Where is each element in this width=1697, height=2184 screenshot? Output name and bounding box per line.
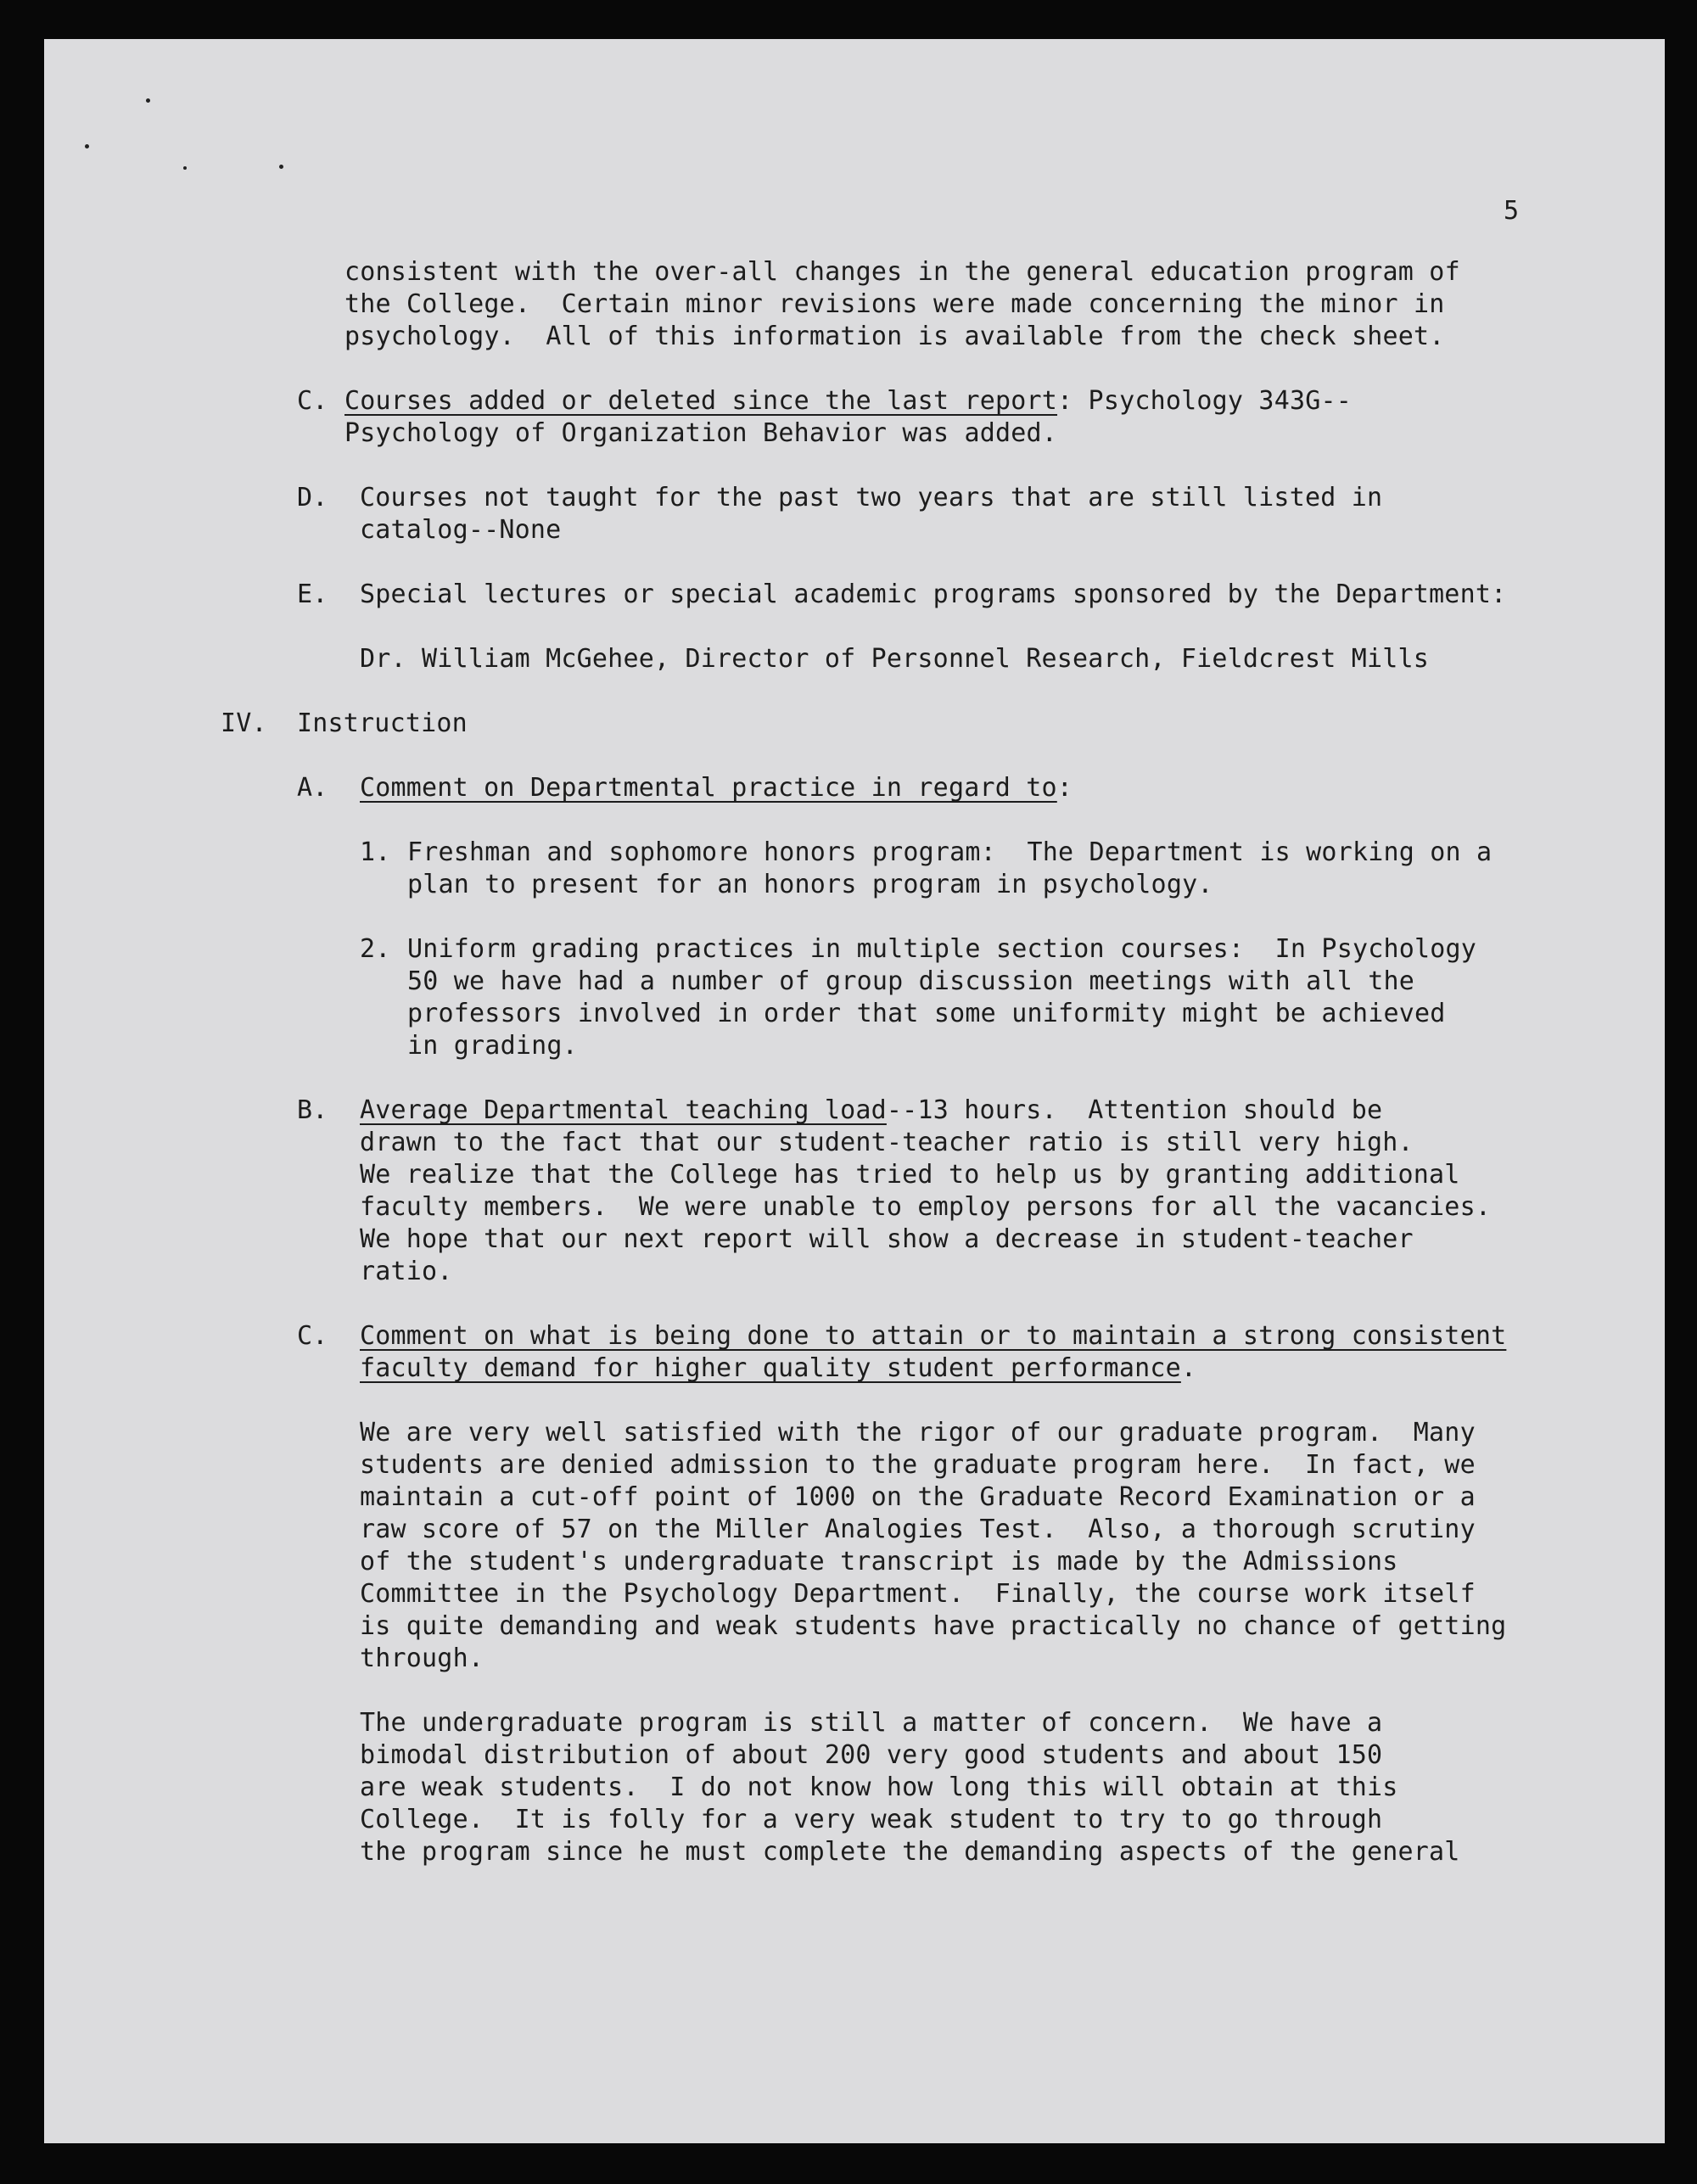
paragraph-line: We are very well satisfied with the rigor of our graduate program. Many (360, 1418, 1476, 1448)
subitem-line: professors involved in order that some uniformity might be achieved (407, 999, 1446, 1028)
intro-line: the College. Certain minor revisions were made concerning the minor in (344, 289, 1445, 319)
item-b-title: Average Departmental teaching load (360, 1095, 887, 1125)
paragraph-line: the program since he must complete the demanding aspects of the general (360, 1837, 1460, 1867)
item-e-line: Special lectures or special academic programs sponsored by the Department: (360, 580, 1507, 609)
subitem-line: 50 we have had a number of group discussion meetings with all the (407, 966, 1414, 996)
paragraph-line: are weak students. I do not know how long this will obtain at this (360, 1772, 1398, 1802)
paragraph-line: raw score of 57 on the Miller Analogies Test. Also, a thorough scrutiny (360, 1515, 1476, 1544)
item-e-marker: E. (297, 580, 328, 609)
intro-line: psychology. All of this information is available from the check sheet. (344, 322, 1445, 351)
item-iv-c-title-end: . (1180, 1353, 1197, 1383)
subitem-number: 2. (360, 934, 391, 964)
item-b-line (360, 1095, 1382, 1127)
paragraph-line: students are denied admission to the graduate program here. In fact, we (360, 1450, 1476, 1480)
item-b-line: ratio. (360, 1257, 453, 1286)
intro-line: consistent with the over-all changes in the general education program of (344, 257, 1460, 287)
item-c-line (344, 385, 1352, 417)
item-iv-c-title: Comment on what is being done to attain or to maintain a strong consistent (360, 1321, 1507, 1351)
item-b-line: We hope that our next report will show a decrease in student-teacher (360, 1224, 1414, 1254)
item-b-rest: --13 hours. Attention should be (886, 1095, 1383, 1125)
scan-speck (85, 144, 89, 148)
item-b-line: drawn to the fact that our student-teacher ratio is still very high. (360, 1128, 1414, 1157)
paragraph-line: is quite demanding and weak students have practically no chance of getting (360, 1611, 1507, 1641)
item-iv-c-marker: C. (297, 1321, 328, 1351)
section-iv-numeral: IV. (221, 708, 267, 738)
subitem-line: Freshman and sophomore honors program: The Department is working on a (407, 837, 1493, 867)
section-iv-heading: Instruction (297, 708, 468, 738)
item-d-line: catalog--None (360, 515, 562, 545)
item-c-line2: Psychology of Organization Behavior was added. (344, 418, 1058, 448)
item-a-colon: : (1056, 773, 1073, 803)
item-c-marker: C. (297, 386, 328, 416)
item-c-title: Courses added or deleted since the last report (344, 386, 1058, 416)
subitem-number: 1. (360, 837, 391, 867)
item-a-marker: A. (297, 773, 328, 803)
paragraph-line: The undergraduate program is still a matter of concern. We have a (360, 1708, 1383, 1738)
subitem-line: plan to present for an honors program in psychology. (407, 870, 1213, 899)
paragraph-line: through. (360, 1644, 484, 1673)
item-iv-c-title-cont: faculty demand for higher quality student performance (360, 1353, 1181, 1383)
page-number: 5 (1504, 196, 1520, 226)
scan-speck (146, 98, 150, 103)
paragraph-line: bimodal distribution of about 200 very good students and about 150 (360, 1740, 1383, 1770)
item-a-title: Comment on Departmental practice in regard to (360, 773, 1057, 803)
subitem-line: Uniform grading practices in multiple section courses: In Psychology (407, 934, 1477, 964)
item-iv-c-title-line2 (360, 1352, 1196, 1385)
item-c-rest: : Psychology 343G-- (1057, 386, 1353, 416)
item-d-marker: D. (297, 483, 328, 512)
subitem-line: in grading. (407, 1031, 578, 1061)
scan-speck (183, 166, 187, 170)
item-b-line: faculty members. We were unable to employ persons for all the vacancies. (360, 1192, 1492, 1222)
item-d-line: Courses not taught for the past two years that are still listed in (360, 483, 1383, 512)
scan-speck (279, 165, 283, 169)
item-a-line (360, 772, 1073, 804)
paragraph-line: Committee in the Psychology Department. Finally, the course work itself (360, 1579, 1476, 1609)
item-b-marker: B. (297, 1095, 328, 1125)
document-page (44, 39, 1665, 2143)
item-e-speaker: Dr. William McGehee, Director of Personnel Research, Fieldcrest Mills (360, 644, 1430, 674)
paragraph-line: College. It is folly for a very weak student to try to go through (360, 1805, 1383, 1834)
paragraph-line: of the student's undergraduate transcript is made by the Admissions (360, 1547, 1398, 1576)
paragraph-line: maintain a cut-off point of 1000 on the Graduate Record Examination or a (360, 1482, 1476, 1512)
item-b-line: We realize that the College has tried to help us by granting additional (360, 1160, 1460, 1190)
